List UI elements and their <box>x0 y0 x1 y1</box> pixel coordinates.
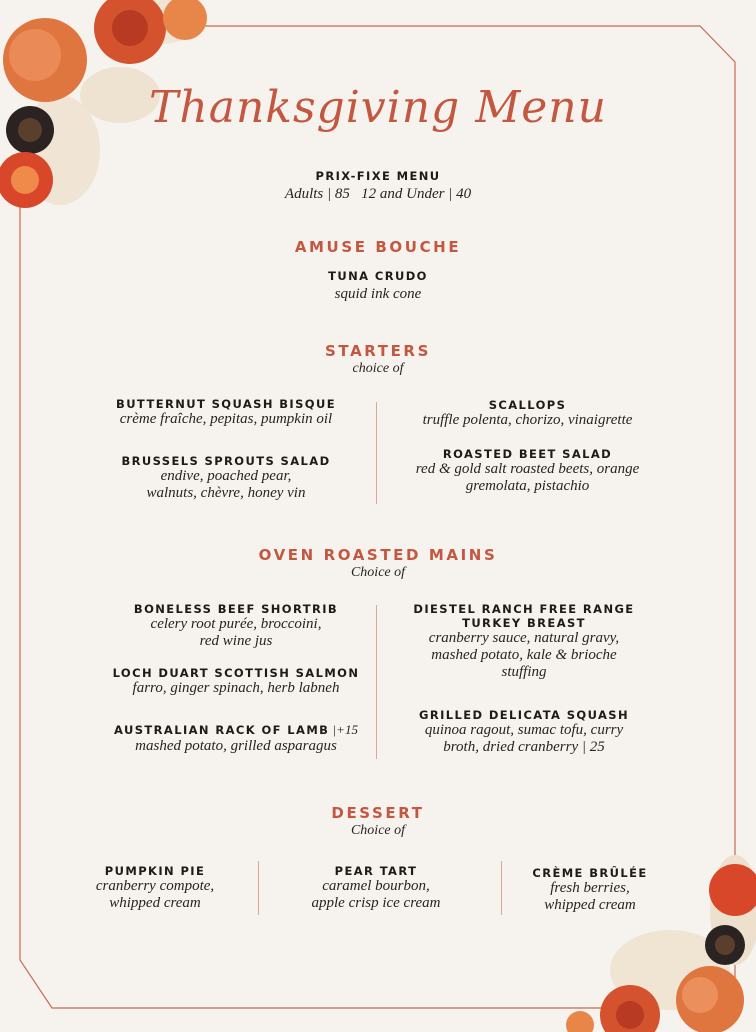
dessert-name: PUMPKIN PIE <box>104 864 206 878</box>
dessert-name: CRÈME BRÛLÉE <box>532 866 648 880</box>
starter-item <box>80 397 372 428</box>
dessert-item <box>70 864 240 912</box>
amuse-item-desc: squid ink cone <box>334 286 422 302</box>
main-desc: mashed potato, grilled asparagus <box>135 738 337 754</box>
starter-desc: truffle polenta, chorizo, vinaigrette <box>422 412 633 428</box>
starter-name: ROASTED BEET SALAD <box>442 447 613 461</box>
main-desc: mashed potato, kale & brioche <box>431 647 617 663</box>
dessert-desc: cranberry compote, <box>95 878 215 894</box>
starter-item <box>80 454 372 502</box>
amuse-bouche-heading: AMUSE BOUCHE <box>294 238 462 256</box>
starter-desc: endive, poached pear, <box>160 468 292 484</box>
column-divider <box>258 861 259 915</box>
starter-item <box>380 398 675 429</box>
main-name: LOCH DUART SCOTTISH SALMON <box>112 666 360 680</box>
main-name: BONELESS BEEF SHORTRIB <box>133 602 339 616</box>
main-desc: stuffing <box>501 664 547 680</box>
main-name: DIESTEL RANCH FREE RANGE <box>413 602 635 616</box>
main-desc: farro, ginger spinach, herb labneh <box>132 680 340 696</box>
dessert-desc: apple crisp ice cream <box>311 895 441 911</box>
column-divider <box>501 861 502 915</box>
main-name: TURKEY BREAST <box>462 616 586 630</box>
column-divider <box>376 402 377 504</box>
main-price-extra: |+15 <box>329 722 358 737</box>
prix-fixe-prices: Adults | 85 12 and Under | 40 <box>284 186 472 202</box>
starter-name: BRUSSELS SPROUTS SALAD <box>121 454 331 468</box>
dessert-desc: whipped cream <box>109 895 201 911</box>
main-desc: quinoa ragout, sumac tofu, curry <box>424 722 624 738</box>
dessert-item <box>281 864 471 912</box>
dessert-desc: fresh berries, <box>550 880 630 896</box>
main-desc: broth, dried cranberry | 25 <box>443 739 605 755</box>
dessert-name: PEAR TART <box>334 864 418 878</box>
main-item <box>380 708 668 756</box>
main-item <box>90 666 382 697</box>
mains-sub: Choice of <box>350 565 406 580</box>
main-desc: cranberry sauce, natural gravy, <box>428 630 620 646</box>
starter-desc: red & gold salt roasted beets, orange <box>415 461 640 477</box>
main-desc: red wine jus <box>199 633 273 649</box>
dessert-heading: DESSERT <box>331 804 425 822</box>
mains-heading: OVEN ROASTED MAINS <box>258 546 498 564</box>
starter-name: BUTTERNUT SQUASH BISQUE <box>116 397 336 411</box>
starter-item <box>380 447 675 495</box>
starter-name: SCALLOPS <box>488 398 567 412</box>
main-item <box>90 719 382 755</box>
starter-desc: crème fraîche, pepitas, pumpkin oil <box>119 411 333 427</box>
dessert-sub: Choice of <box>350 823 406 838</box>
dessert-desc: whipped cream <box>544 897 636 913</box>
starters-heading: STARTERS <box>325 342 431 360</box>
main-desc: celery root purée, broccoini, <box>150 616 322 632</box>
dessert-desc: caramel bourbon, <box>322 878 430 894</box>
dessert-item <box>510 866 670 914</box>
main-item <box>90 602 382 650</box>
column-divider <box>376 605 377 759</box>
main-item <box>380 602 668 681</box>
starters-sub: choice of <box>352 361 404 376</box>
amuse-item-name: TUNA CRUDO <box>328 269 428 283</box>
main-name: AUSTRALIAN RACK OF LAMB <box>114 723 330 737</box>
main-name: GRILLED DELICATA SQUASH <box>419 708 629 722</box>
starter-desc: gremolata, pistachio <box>465 478 590 494</box>
prix-fixe-label: PRIX-FIXE MENU <box>315 169 441 183</box>
starter-desc: walnuts, chèvre, honey vin <box>146 485 306 501</box>
menu-title: Thanksgiving Menu <box>149 82 607 133</box>
